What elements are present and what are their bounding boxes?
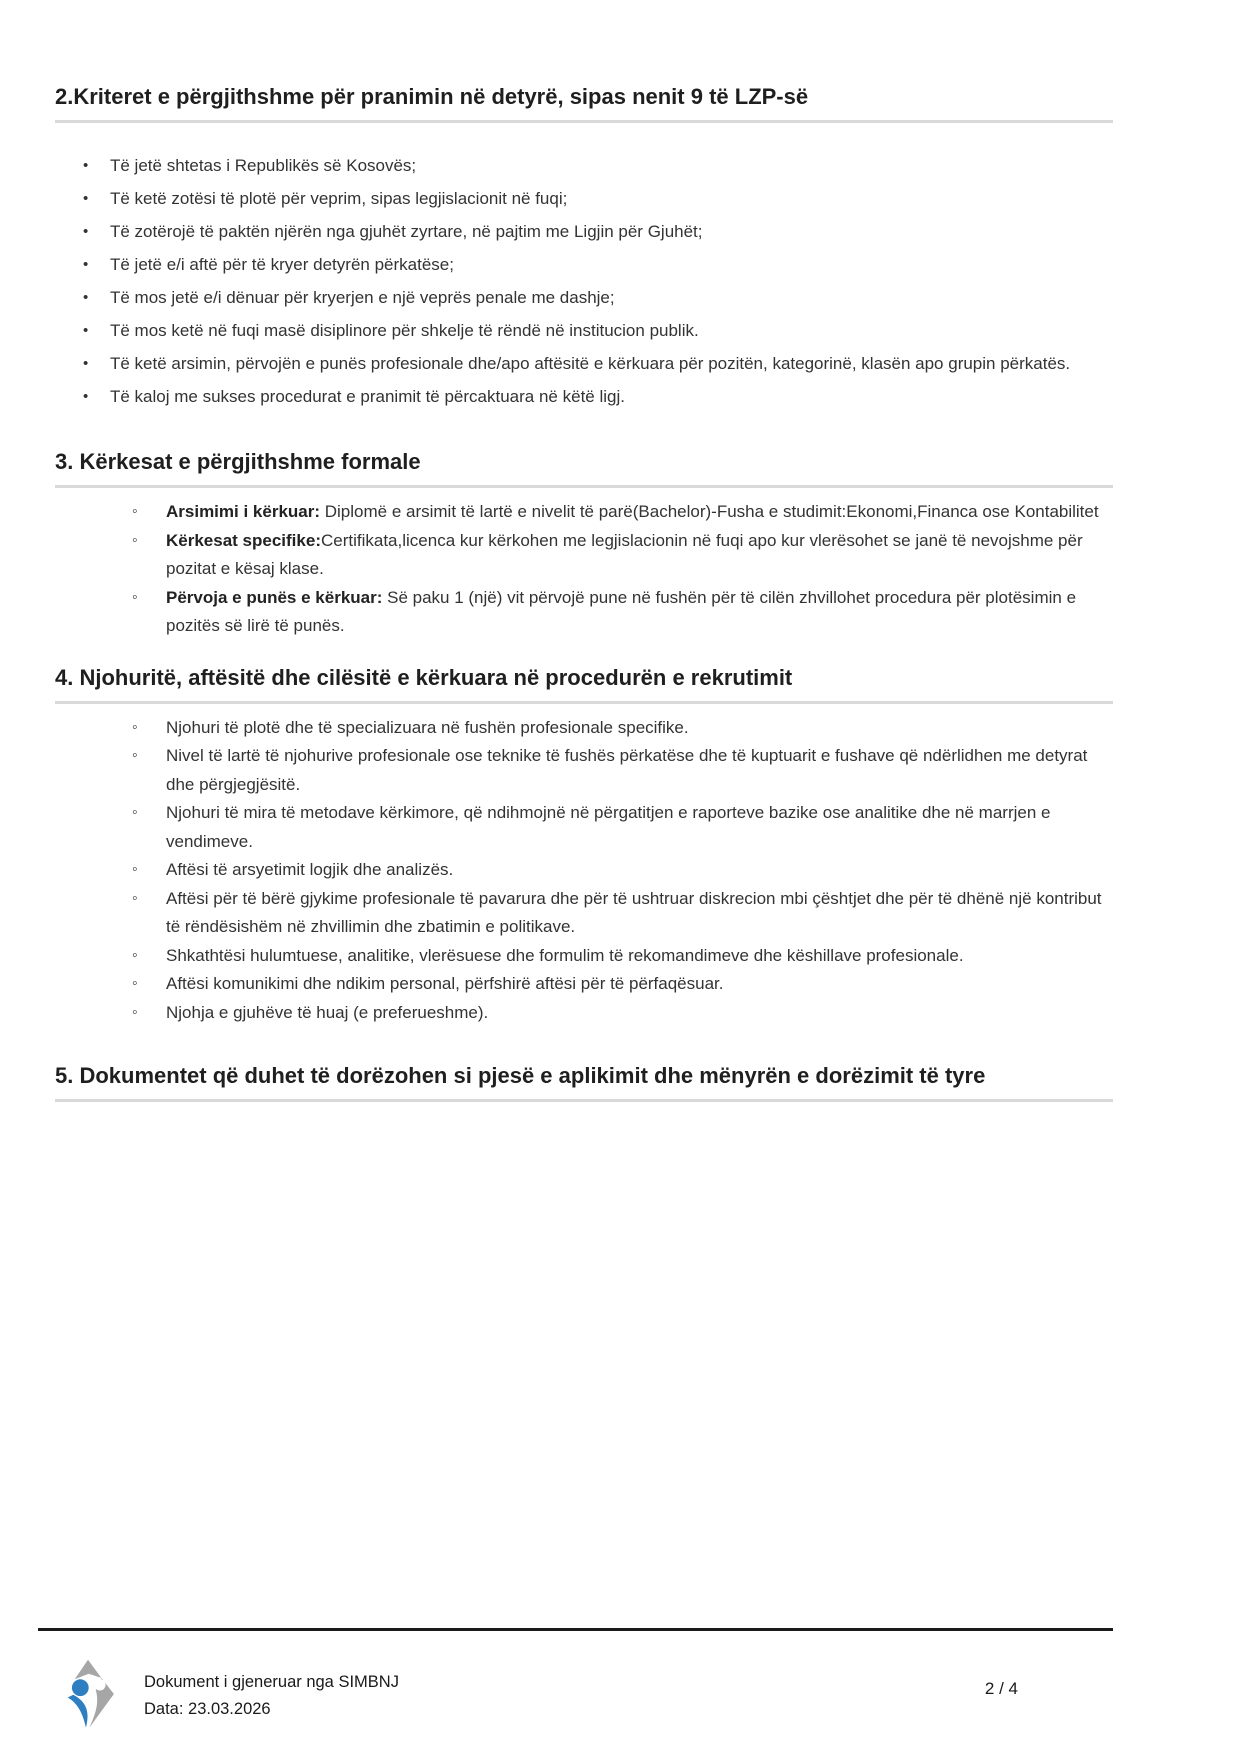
section-dokumentet: [55, 1061, 1113, 1102]
simbnj-logo-icon: [60, 1653, 116, 1740]
list-item: ◦ Nivel të lartë të njohurive profesionale ose teknike të fushës përkatëse dhe të kuptuarit e fushave që ndërlidhen me detyrat dhe përgjegjësitë.: [55, 742, 1113, 799]
list-item: ◦ Aftësi të arsyetimit logjik dhe analizës.: [55, 856, 1113, 885]
section-heading: 5. Dokumentet që duhet të dorëzohen si pjesë e aplikimit dhe mënyrën e dorëzimit të tyre: [55, 1061, 1113, 1102]
list-item: • Të zotërojë të paktën njërën nga gjuhët zyrtare, në pajtim me Ligjin për Gjuhët;: [55, 215, 1113, 248]
list-item: ◦ Aftësi komunikimi dhe ndikim personal, përfshirë aftësi për të përfaqësuar.: [55, 970, 1113, 999]
list-item-label: Kërkesat specifike:: [166, 530, 321, 550]
section-heading: 2.Kriteret e përgjithshme për pranimin në detyrë, sipas nenit 9 të LZP-së: [55, 82, 1113, 123]
list-item: ◦ Arsimimi i kërkuar: Diplomë e arsimit të lartë e nivelit të parë(Bachelor)-Fusha e studimit:Ekonomi,Financa ose Kontabilitet: [55, 498, 1113, 527]
list-item: ◦ Përvoja e punës e kërkuar: Së paku 1 (një) vit përvojë pune në fushën për të cilën zhvillohet procedura për plotësimin e pozitës së lirë të punës.: [55, 584, 1113, 641]
list-item: ◦ Njohuri të mira të metodave kërkimore, që ndihmojnë në përgatitjen e raporteve bazike ose analitike dhe në marrjen e vendimeve.: [55, 799, 1113, 856]
list-item: ◦ Njohja e gjuhëve të huaj (e preferueshme).: [55, 999, 1113, 1028]
list-item: ◦ Njohuri të plotë dhe të specializuara në fushën profesionale specifike.: [55, 714, 1113, 743]
date-text: Data: 23.03.2026: [144, 1700, 271, 1718]
footer-text-block: [144, 1669, 985, 1723]
list-item-label: Arsimimi i kërkuar:: [166, 502, 321, 521]
page-footer: [38, 1628, 1113, 1740]
section-heading: 4. Njohuritë, aftësitë dhe cilësitë e kërkuara në procedurën e rekrutimit: [55, 663, 1113, 704]
formal-requirements-list: [55, 498, 1113, 641]
list-item: • Të jetë shtetas i Republikës së Kosovës;: [55, 149, 1113, 182]
section-kriteret-e-pergjithshme: [55, 82, 1113, 413]
list-item: • Të mos ketë në fuqi masë disiplinore për shkelje të rëndë në institucion publik.: [55, 314, 1113, 347]
list-item: ◦ Shkathtësi hulumtuese, analitike, vlerësuese dhe formulim të rekomandimeve dhe këshillave profesionale.: [55, 942, 1113, 971]
generated-by-text: Dokument i gjeneruar nga SIMBNJ: [144, 1673, 399, 1691]
criteria-list: [55, 149, 1113, 413]
page-number: 2 / 4: [984, 1679, 1018, 1698]
list-item: • Të mos jetë e/i dënuar për kryerjen e një veprës penale me dashje;: [55, 281, 1113, 314]
list-item: • Të kaloj me sukses procedurat e pranimit të përcaktuara në këtë ligj.: [55, 380, 1113, 413]
section-kerkesat-formale: [55, 447, 1113, 641]
list-item: • Të ketë arsimin, përvojën e punës profesionale dhe/apo aftësitë e kërkuara për pozitën, kategorinë, klasën apo grupin përkatës.: [55, 347, 1113, 380]
skills-list: [55, 714, 1113, 1028]
document-body: [55, 82, 1113, 1102]
list-item-label: Përvoja e punës e kërkuar:: [166, 587, 383, 607]
section-njohurite-aftesite: [55, 663, 1113, 1028]
section-heading: 3. Kërkesat e përgjithshme formale: [55, 447, 1113, 488]
list-item: • Të jetë e/i aftë për të kryer detyrën përkatëse;: [55, 248, 1113, 281]
list-item: ◦ Aftësi për të bërë gjykime profesionale të pavarura dhe për të ushtruar diskrecion mbi çështjet dhe për të dhënë një kontribut të rëndësishëm në zhvillimin dhe zbatimin e politikave.: [55, 885, 1113, 942]
list-item: ◦ Kërkesat specifike:Certifikata,licenca kur kërkohen me legjislacionin në fuqi apo kur vlerësohet se janë të nevojshme për pozitat e kësaj klase.: [55, 527, 1113, 584]
list-item: • Të ketë zotësi të plotë për veprim, sipas legjislacionit në fuqi;: [55, 182, 1113, 215]
